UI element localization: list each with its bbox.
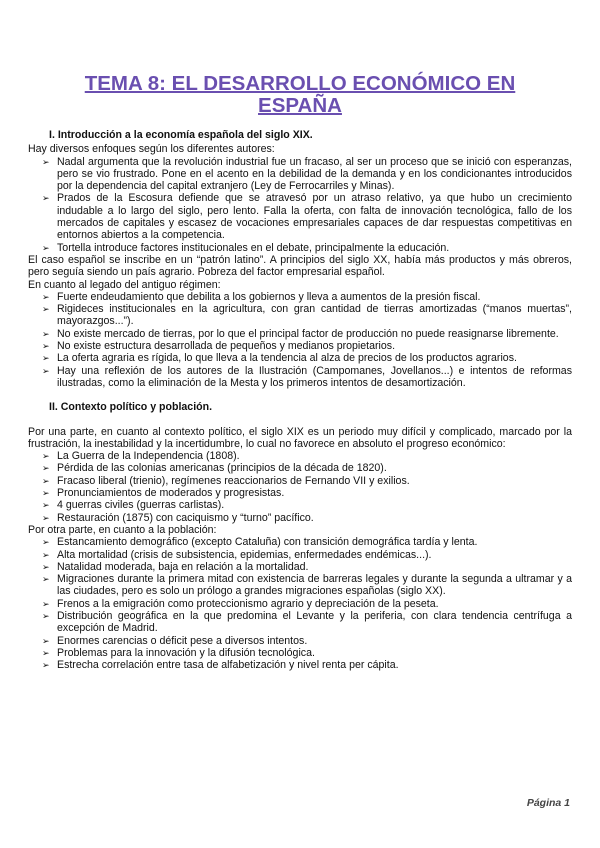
- list-item-text: Hay una reflexión de los autores de la Ilustración (Campomanes, Jovellanos...) e intentos de reformas ilustradas, como la eliminación de la Mesta y los primeros intentos de desamortización.: [57, 364, 572, 389]
- list-item-text: Fracaso liberal (trienio), regímenes reaccionarios de Fernando VII y exilios.: [57, 474, 410, 487]
- arrow-bullet-icon: ➢: [42, 365, 50, 376]
- list-item: [42, 487, 572, 500]
- list-item-text: Estrecha correlación entre tasa de alfabetización y nivel renta per cápita.: [57, 659, 399, 672]
- list-item: [42, 573, 572, 598]
- list-item: [42, 499, 572, 512]
- arrow-bullet-icon: ➢: [42, 341, 50, 352]
- paragraph: Hay diversos enfoques según los diferentes autores:: [28, 143, 275, 156]
- list-item: [42, 192, 572, 242]
- list-item: [42, 340, 572, 353]
- list-item: [42, 290, 572, 303]
- arrow-bullet-icon: ➢: [42, 537, 50, 548]
- bullet-list: [28, 450, 572, 524]
- list-item: [42, 560, 572, 573]
- list-item: [42, 327, 572, 340]
- list-item-text: Tortella introduce factores institucionales en el debate, principalmente la educación.: [57, 241, 450, 254]
- bullet-list: [28, 291, 572, 389]
- list-item-text: Migraciones durante la primera mitad con existencia de barreras legales y durante la segunda a ultramar y a las ciudades, pero es solo un prólogo a grandes migraciones españolas (siglo XX).: [57, 573, 572, 598]
- arrow-bullet-icon: ➢: [42, 500, 50, 511]
- bullet-list: [28, 156, 572, 254]
- list-item-text: No existe estructura desarrollada de pequeños y medianos propietarios.: [57, 340, 396, 353]
- list-item: [42, 511, 572, 524]
- list-item-text: Distribución geográfica en la que predomina el Levante y la periferia, con clara tendencia centrífuga a excepción de Madrid.: [57, 609, 572, 635]
- arrow-bullet-icon: ➢: [42, 549, 50, 560]
- list-item-text: Restauración (1875) con caciquismo y “turno” pacífico.: [57, 511, 314, 524]
- page-title: TEMA 8: EL DESARROLLO ECONÓMICO EN ESPAÑA: [84, 72, 516, 117]
- list-item: [42, 646, 572, 659]
- list-item: [42, 548, 572, 561]
- arrow-bullet-icon: ➢: [42, 463, 50, 474]
- arrow-bullet-icon: ➢: [42, 304, 50, 315]
- arrow-bullet-icon: ➢: [42, 328, 50, 339]
- list-item: [42, 450, 572, 463]
- bullet-list: [28, 536, 572, 671]
- list-item: [42, 155, 572, 193]
- arrow-bullet-icon: ➢: [42, 488, 50, 499]
- arrow-bullet-icon: ➢: [42, 353, 50, 364]
- arrow-bullet-icon: ➢: [42, 291, 50, 302]
- list-item-text: Fuerte endeudamiento que debilita a los gobiernos y lleva a aumentos de la presión fiscal.: [57, 290, 481, 303]
- list-item-text: Alta mortalidad (crisis de subsistencia, epidemias, enfermedades endémicas...).: [57, 548, 432, 561]
- list-item: [42, 474, 572, 487]
- section-heading: II. Contexto político y población.: [49, 401, 213, 414]
- list-item: [42, 597, 572, 610]
- list-item: [42, 303, 572, 328]
- arrow-bullet-icon: ➢: [42, 635, 50, 646]
- list-item: [42, 364, 572, 390]
- list-item: [42, 462, 572, 475]
- arrow-bullet-icon: ➢: [42, 193, 50, 204]
- arrow-bullet-icon: ➢: [42, 512, 50, 523]
- list-item: [42, 241, 572, 254]
- arrow-bullet-icon: ➢: [42, 660, 50, 671]
- list-item-text: Enormes carencias o déficit pese a diversos intentos.: [57, 634, 308, 647]
- arrow-bullet-icon: ➢: [42, 610, 50, 621]
- list-item: [42, 352, 572, 365]
- list-item-text: No existe mercado de tierras, por lo que el principal factor de producción no puede reasignarse libremente.: [57, 327, 559, 340]
- list-item-text: Pérdida de las colonias americanas (principios de la década de 1820).: [57, 462, 387, 475]
- arrow-bullet-icon: ➢: [42, 475, 50, 486]
- list-item-text: Rigideces institucionales en la agricultura, con gran cantidad de tierras amortizadas (“manos muertas”, mayorazgos...”).: [57, 303, 572, 328]
- list-item-text: Problemas para la innovación y la difusión tecnológica.: [57, 646, 315, 659]
- list-item: [42, 536, 572, 549]
- arrow-bullet-icon: ➢: [42, 561, 50, 572]
- arrow-bullet-icon: ➢: [42, 574, 50, 585]
- list-item-text: 4 guerras civiles (guerras carlistas).: [57, 499, 225, 512]
- arrow-bullet-icon: ➢: [42, 156, 50, 167]
- page-number: Página 1: [526, 797, 570, 809]
- list-item-text: La Guerra de la Independencia (1808).: [57, 450, 240, 463]
- paragraph: Por una parte, en cuanto al contexto político, el siglo XIX es un periodo muy difícil y complicado, marcado por la frustración, la inestabilidad y la incertidumbre, lo cual no favorece en absoluto el progreso económico:: [28, 425, 572, 450]
- paragraph: El caso español se inscribe en un “patrón latino”. A principios del siglo XX, había más productos y más obreros, pero seguía siendo un país agrario. Pobreza del factor empresarial español.: [28, 253, 572, 279]
- section-heading: I. Introducción a la economía española del siglo XIX.: [49, 129, 313, 141]
- arrow-bullet-icon: ➢: [42, 242, 50, 253]
- list-item-text: Nadal argumenta que la revolución industrial fue un fracaso, al ser un proceso que se inició con esperanzas, pero se vio frustrado. Pone en el acento en la debilidad de la demanda y en los condicionantes introducidos por la dependencia del capital extranjero (Ley de Ferrocarriles y Minas).: [57, 155, 572, 193]
- list-item-text: Pronunciamientos de moderados y progresistas.: [57, 487, 285, 500]
- arrow-bullet-icon: ➢: [42, 598, 50, 609]
- list-item: [42, 609, 572, 635]
- arrow-bullet-icon: ➢: [42, 647, 50, 658]
- document-body: [28, 129, 572, 671]
- list-item-text: La oferta agraria es rígida, lo que lleva a la tendencia al alza de precios de los productos agrarios.: [57, 352, 517, 365]
- paragraph: Por otra parte, en cuanto a la población:: [28, 523, 217, 536]
- list-item: [42, 634, 572, 647]
- arrow-bullet-icon: ➢: [42, 451, 50, 462]
- list-item-text: Natalidad moderada, baja en relación a la mortalidad.: [57, 560, 309, 573]
- list-item: [42, 659, 572, 672]
- list-item-text: Frenos a la emigración como proteccionismo agrario y depreciación de la peseta.: [57, 597, 439, 610]
- paragraph: En cuanto al legado del antiguo régimen:: [28, 278, 221, 291]
- list-item-text: Prados de la Escosura defiende que se atravesó por un atraso relativo, ya que hubo un crecimiento indudable a lo largo del siglo, pero lento. Falla la oferta, con falta de innovación tecnológica, fallo de los mercados de capitales y escasez de vocaciones empresariales capaces de dar respuestas competitivas en entornos abiertos a la competencia.: [57, 192, 572, 242]
- list-item-text: Estancamiento demográfico (excepto Cataluña) con transición demográfica tardía y lenta.: [57, 536, 478, 549]
